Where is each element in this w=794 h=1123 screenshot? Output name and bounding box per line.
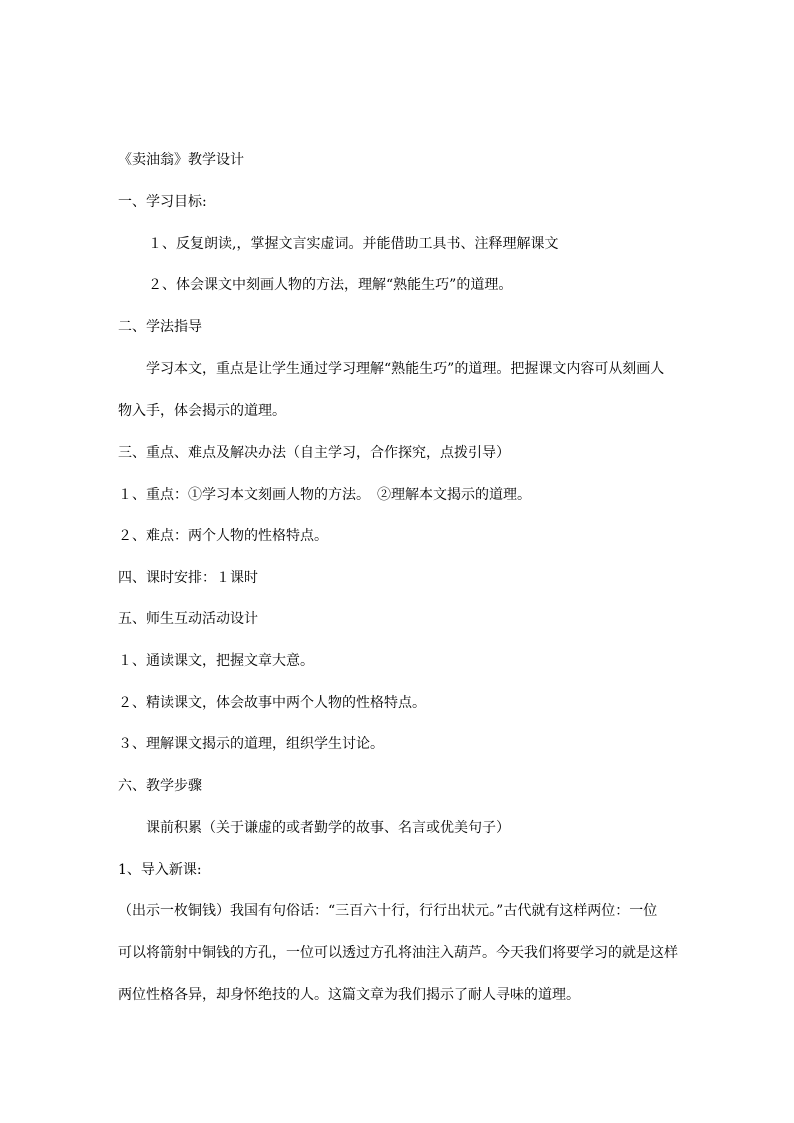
step-1-heading: 1、导入新课: bbox=[118, 862, 202, 878]
section-heading-keypoints: 三、重点、难点及解决办法（自主学习，合作探究，点拨引导） bbox=[118, 445, 510, 461]
section-heading-method: 二、学法指导 bbox=[118, 319, 202, 335]
activity-item-1: １、通读课文，把握文章大意。 bbox=[118, 653, 314, 669]
activity-item-2: ２、精读课文，体会故事中两个人物的性格特点。 bbox=[118, 695, 426, 711]
step-1-line-2: 可以将箭射中铜钱的方孔，一位可以透过方孔将油注入葫芦。今天我们将要学习的就是这样 bbox=[118, 945, 678, 961]
activity-item-3: ３、理解课文揭示的道理，组织学生讨论。 bbox=[118, 736, 384, 752]
section-heading-goals: 一、学习目标: bbox=[118, 194, 207, 210]
step-1-line-3: 两位性格各异，却身怀绝技的人。这篇文章为我们揭示了耐人寻味的道理。 bbox=[118, 987, 580, 1003]
method-paragraph-line-1: 学习本文，重点是让学生通过学习理解“熟能生巧”的道理。把握课文内容可从刻画人 bbox=[146, 361, 665, 377]
section-heading-activities: 五、师生互动活动设计 bbox=[118, 611, 258, 627]
goal-item-1: １、反复朗读,，掌握文言实虚词。并能借助工具书、注释理解课文 bbox=[148, 236, 559, 252]
goal-item-2: ２、体会课文中刻画人物的方法，理解“熟能生巧”的道理。 bbox=[148, 277, 513, 293]
pre-class-accumulation: 课前积累（关于谦虚的或者勤学的故事、名言或优美句子） bbox=[146, 820, 510, 836]
step-1-line-1: （出示一枚铜钱）我国有句俗话：“三百六十行，行行出状元。”古代就有这样两位：一位 bbox=[118, 903, 658, 919]
keypoint-item-1: １、重点：①学习本文刻画人物的方法。 ②理解本文揭示的道理。 bbox=[118, 487, 531, 503]
section-heading-steps: 六、教学步骤 bbox=[118, 778, 202, 794]
section-heading-schedule: 四、课时安排：１课时 bbox=[118, 570, 258, 586]
document-title: 《卖油翁》教学设计 bbox=[118, 152, 244, 168]
keypoint-item-2: ２、难点：两个人物的性格特点。 bbox=[118, 528, 328, 544]
method-paragraph-line-2: 物入手，体会揭示的道理。 bbox=[118, 403, 286, 419]
